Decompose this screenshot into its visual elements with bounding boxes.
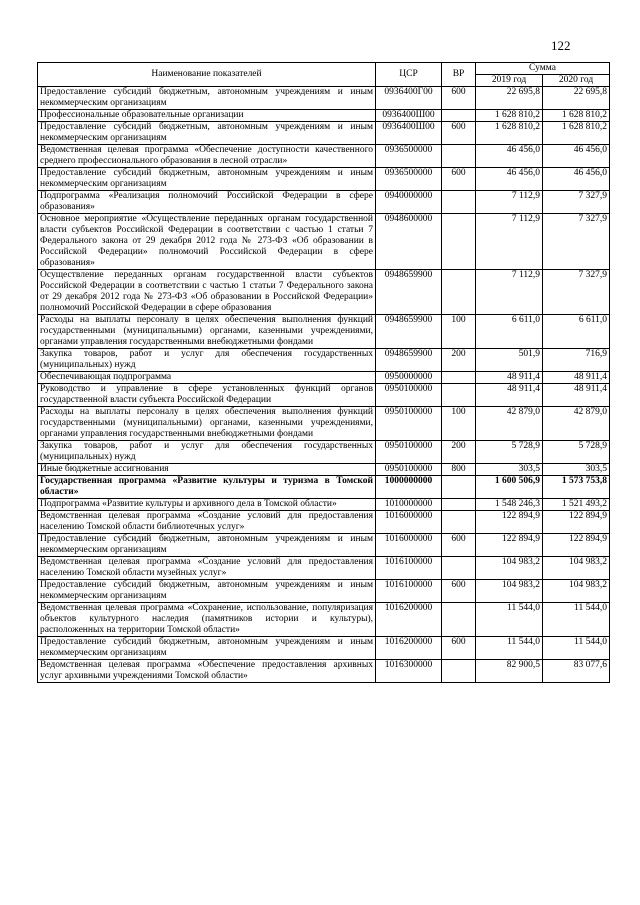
row-name: Государственная программа «Развитие культуры и туризма в Томской области» — [38, 476, 376, 499]
table-row — [38, 122, 610, 145]
table-row — [38, 270, 610, 315]
row-sum-2019: 1 600 506,9 — [476, 476, 543, 499]
row-sum-2020: 7 327,9 — [543, 270, 610, 315]
row-sum-2019: 303,5 — [476, 464, 543, 476]
row-csr-code: 0950100000 — [376, 384, 442, 407]
row-name: Расходы на выплаты персоналу в целях обеспечения выполнения функций государственными (муниципальными) органами, казенными учреждениями, органами управления государственными внебюджетными фондами — [38, 315, 376, 349]
row-csr-code: 0950100000 — [376, 441, 442, 464]
row-sum-2019: 1 628 810,2 — [476, 122, 543, 145]
row-csr-code: 0948659900 — [376, 315, 442, 349]
row-sum-2019: 6 611,0 — [476, 315, 543, 349]
row-name: Осуществление переданных органам государственной власти субъектов Российской Федерации в соответствии с частью 1 статьи 7 Федерального закона от 29 декабря 2012 года № 273-ФЗ «Об образовании в Российской Федерации» полномочий Российской Федерации в сфере образования — [38, 270, 376, 315]
row-csr-code: 0936400Ш00 — [376, 110, 442, 122]
table-row — [38, 637, 610, 660]
table-row — [38, 315, 610, 349]
row-name: Ведомственная целевая программа «Обеспечение доступности качественного среднего профессионального образования в лесной отрасли» — [38, 145, 376, 168]
table-row — [38, 372, 610, 384]
row-name: Предоставление субсидий бюджетным, автономным учреждениям и иным некоммерческим организациям — [38, 580, 376, 603]
row-sum-2019: 11 544,0 — [476, 637, 543, 660]
table-row — [38, 145, 610, 168]
table-row — [38, 603, 610, 637]
row-vr-code: 600 — [442, 168, 476, 191]
row-vr-code: 100 — [442, 407, 476, 441]
row-name: Подпрограмма «Развитие культуры и архивного дела в Томской области» — [38, 499, 376, 511]
header-year-2020: 2020 год — [543, 75, 610, 87]
row-sum-2020: 104 983,2 — [543, 580, 610, 603]
row-csr-code: 0948659900 — [376, 270, 442, 315]
table-row — [38, 191, 610, 214]
row-sum-2020: 48 911,4 — [543, 384, 610, 407]
row-sum-2019: 48 911,4 — [476, 384, 543, 407]
row-sum-2019: 501,9 — [476, 349, 543, 372]
row-sum-2020: 1 628 810,2 — [543, 122, 610, 145]
row-sum-2020: 46 456,0 — [543, 168, 610, 191]
row-sum-2020: 122 894,9 — [543, 511, 610, 534]
row-sum-2020: 1 521 493,2 — [543, 499, 610, 511]
row-csr-code: 1016000000 — [376, 534, 442, 557]
row-sum-2020: 1 573 753,8 — [543, 476, 610, 499]
row-sum-2020: 1 628 810,2 — [543, 110, 610, 122]
table-row — [38, 110, 610, 122]
row-csr-code: 1016200000 — [376, 603, 442, 637]
row-sum-2020: 11 544,0 — [543, 637, 610, 660]
row-name: Подпрограмма «Реализация полномочий Российской Федерации в сфере образования» — [38, 191, 376, 214]
row-csr-code: 0950000000 — [376, 372, 442, 384]
row-sum-2020: 11 544,0 — [543, 603, 610, 637]
table-row — [38, 534, 610, 557]
row-vr-code — [442, 191, 476, 214]
row-vr-code — [442, 499, 476, 511]
table-row — [38, 464, 610, 476]
table-row — [38, 384, 610, 407]
row-vr-code: 600 — [442, 87, 476, 110]
row-sum-2020: 42 879,0 — [543, 407, 610, 441]
page-number: 122 — [551, 38, 571, 53]
row-sum-2019: 48 911,4 — [476, 372, 543, 384]
table-row — [38, 557, 610, 580]
row-name: Обеспечивающая подпрограмма — [38, 372, 376, 384]
header-year-2019: 2019 год — [476, 75, 543, 87]
row-sum-2019: 122 894,9 — [476, 511, 543, 534]
row-csr-code: 1016200000 — [376, 637, 442, 660]
row-vr-code — [442, 110, 476, 122]
row-sum-2019: 46 456,0 — [476, 168, 543, 191]
row-sum-2019: 7 112,9 — [476, 214, 543, 270]
row-vr-code: 200 — [442, 349, 476, 372]
row-vr-code: 200 — [442, 441, 476, 464]
row-sum-2020: 104 983,2 — [543, 557, 610, 580]
table-header — [38, 63, 610, 87]
row-sum-2020: 83 077,6 — [543, 660, 610, 683]
header-sum: Сумма — [476, 63, 610, 75]
table-row — [38, 441, 610, 464]
row-vr-code: 600 — [442, 122, 476, 145]
row-csr-code: 1010000000 — [376, 499, 442, 511]
row-name: Предоставление субсидий бюджетным, автономным учреждениям и иным некоммерческим организациям — [38, 122, 376, 145]
row-vr-code — [442, 145, 476, 168]
row-csr-code: 0936400Ш00 — [376, 122, 442, 145]
row-name: Ведомственная целевая программа «Создание условий для предоставления населению Томской области библиотечных услуг» — [38, 511, 376, 534]
table-row — [38, 476, 610, 499]
header-name: Наименование показателей — [38, 63, 376, 87]
row-vr-code: 100 — [442, 315, 476, 349]
row-sum-2020: 7 327,9 — [543, 191, 610, 214]
table-row — [38, 511, 610, 534]
row-vr-code — [442, 270, 476, 315]
row-sum-2020: 122 894,9 — [543, 534, 610, 557]
row-name: Руководство и управление в сфере установленных функций органов государственной власти субъекта Российской Федерации — [38, 384, 376, 407]
row-vr-code: 600 — [442, 534, 476, 557]
row-name: Расходы на выплаты персоналу в целях обеспечения выполнения функций государственными (муниципальными) органами, казенными учреждениями, органами управления государственными внебюджетными фондами — [38, 407, 376, 441]
row-name: Ведомственная целевая программа «Создание условий для предоставления населению Томской области музейных услуг» — [38, 557, 376, 580]
row-vr-code — [442, 476, 476, 499]
row-sum-2019: 122 894,9 — [476, 534, 543, 557]
row-vr-code: 600 — [442, 580, 476, 603]
table-row — [38, 660, 610, 683]
row-vr-code — [442, 372, 476, 384]
row-name: Основное мероприятие «Осуществление переданных органам государственной власти субъектов Российской Федерации в соответствии с частью 1 статьи 7 Федерального закона от 29 декабря 2012 года № 273-ФЗ «Об образовании в Российской Федерации» полномочий Российской Федерации в сфере образования» — [38, 214, 376, 270]
row-sum-2019: 11 544,0 — [476, 603, 543, 637]
row-sum-2020: 6 611,0 — [543, 315, 610, 349]
row-name: Предоставление субсидий бюджетным, автономным учреждениям и иным некоммерческим организациям — [38, 87, 376, 110]
row-sum-2019: 5 728,9 — [476, 441, 543, 464]
row-name: Ведомственная целевая программа «Сохранение, использование, популяризация объектов культурного наследия (памятников истории и культуры), расположенных на территории Томской области» — [38, 603, 376, 637]
row-csr-code: 1016000000 — [376, 511, 442, 534]
row-vr-code: 800 — [442, 464, 476, 476]
row-name: Иные бюджетные ассигнования — [38, 464, 376, 476]
row-csr-code: 0936500000 — [376, 145, 442, 168]
row-sum-2019: 82 900,5 — [476, 660, 543, 683]
row-csr-code: 1016100000 — [376, 580, 442, 603]
row-sum-2019: 42 879,0 — [476, 407, 543, 441]
table-row — [38, 349, 610, 372]
row-vr-code — [442, 603, 476, 637]
row-name: Профессиональные образовательные организации — [38, 110, 376, 122]
budget-table — [37, 62, 610, 683]
row-sum-2019: 104 983,2 — [476, 580, 543, 603]
row-vr-code: 600 — [442, 637, 476, 660]
row-name: Закупка товаров, работ и услуг для обеспечения государственных (муниципальных) нужд — [38, 441, 376, 464]
row-sum-2019: 7 112,9 — [476, 270, 543, 315]
row-sum-2020: 48 911,4 — [543, 372, 610, 384]
row-csr-code: 1016300000 — [376, 660, 442, 683]
row-sum-2020: 22 695,8 — [543, 87, 610, 110]
row-csr-code: 0950100000 — [376, 407, 442, 441]
row-csr-code: 1000000000 — [376, 476, 442, 499]
row-csr-code: 0936500000 — [376, 168, 442, 191]
row-sum-2020: 716,9 — [543, 349, 610, 372]
table-row — [38, 168, 610, 191]
table-row — [38, 580, 610, 603]
row-sum-2020: 46 456,0 — [543, 145, 610, 168]
row-vr-code — [442, 557, 476, 580]
row-sum-2020: 7 327,9 — [543, 214, 610, 270]
row-vr-code — [442, 511, 476, 534]
row-vr-code — [442, 660, 476, 683]
row-vr-code — [442, 214, 476, 270]
row-name: Ведомственная целевая программа «Обеспечение предоставления архивных услуг архивными учреждениями Томской области» — [38, 660, 376, 683]
row-sum-2019: 22 695,8 — [476, 87, 543, 110]
row-sum-2019: 7 112,9 — [476, 191, 543, 214]
row-sum-2020: 5 728,9 — [543, 441, 610, 464]
row-sum-2020: 303,5 — [543, 464, 610, 476]
row-sum-2019: 46 456,0 — [476, 145, 543, 168]
row-csr-code: 0950100000 — [376, 464, 442, 476]
row-csr-code: 0948659900 — [376, 349, 442, 372]
row-sum-2019: 104 983,2 — [476, 557, 543, 580]
row-name: Предоставление субсидий бюджетным, автономным учреждениям и иным некоммерческим организациям — [38, 534, 376, 557]
header-vr: ВР — [442, 63, 476, 87]
table-row — [38, 87, 610, 110]
table-row — [38, 214, 610, 270]
table-row — [38, 499, 610, 511]
row-vr-code — [442, 384, 476, 407]
row-csr-code: 0936400Г00 — [376, 87, 442, 110]
row-csr-code: 1016100000 — [376, 557, 442, 580]
row-name: Закупка товаров, работ и услуг для обеспечения государственных (муниципальных) нужд — [38, 349, 376, 372]
table-body — [38, 87, 610, 683]
header-csr: ЦСР — [376, 63, 442, 87]
row-name: Предоставление субсидий бюджетным, автономным учреждениям и иным некоммерческим организациям — [38, 637, 376, 660]
row-sum-2019: 1 548 246,3 — [476, 499, 543, 511]
row-csr-code: 0940000000 — [376, 191, 442, 214]
table-row — [38, 407, 610, 441]
row-csr-code: 0948600000 — [376, 214, 442, 270]
row-sum-2019: 1 628 810,2 — [476, 110, 543, 122]
row-name: Предоставление субсидий бюджетным, автономным учреждениям и иным некоммерческим организациям — [38, 168, 376, 191]
